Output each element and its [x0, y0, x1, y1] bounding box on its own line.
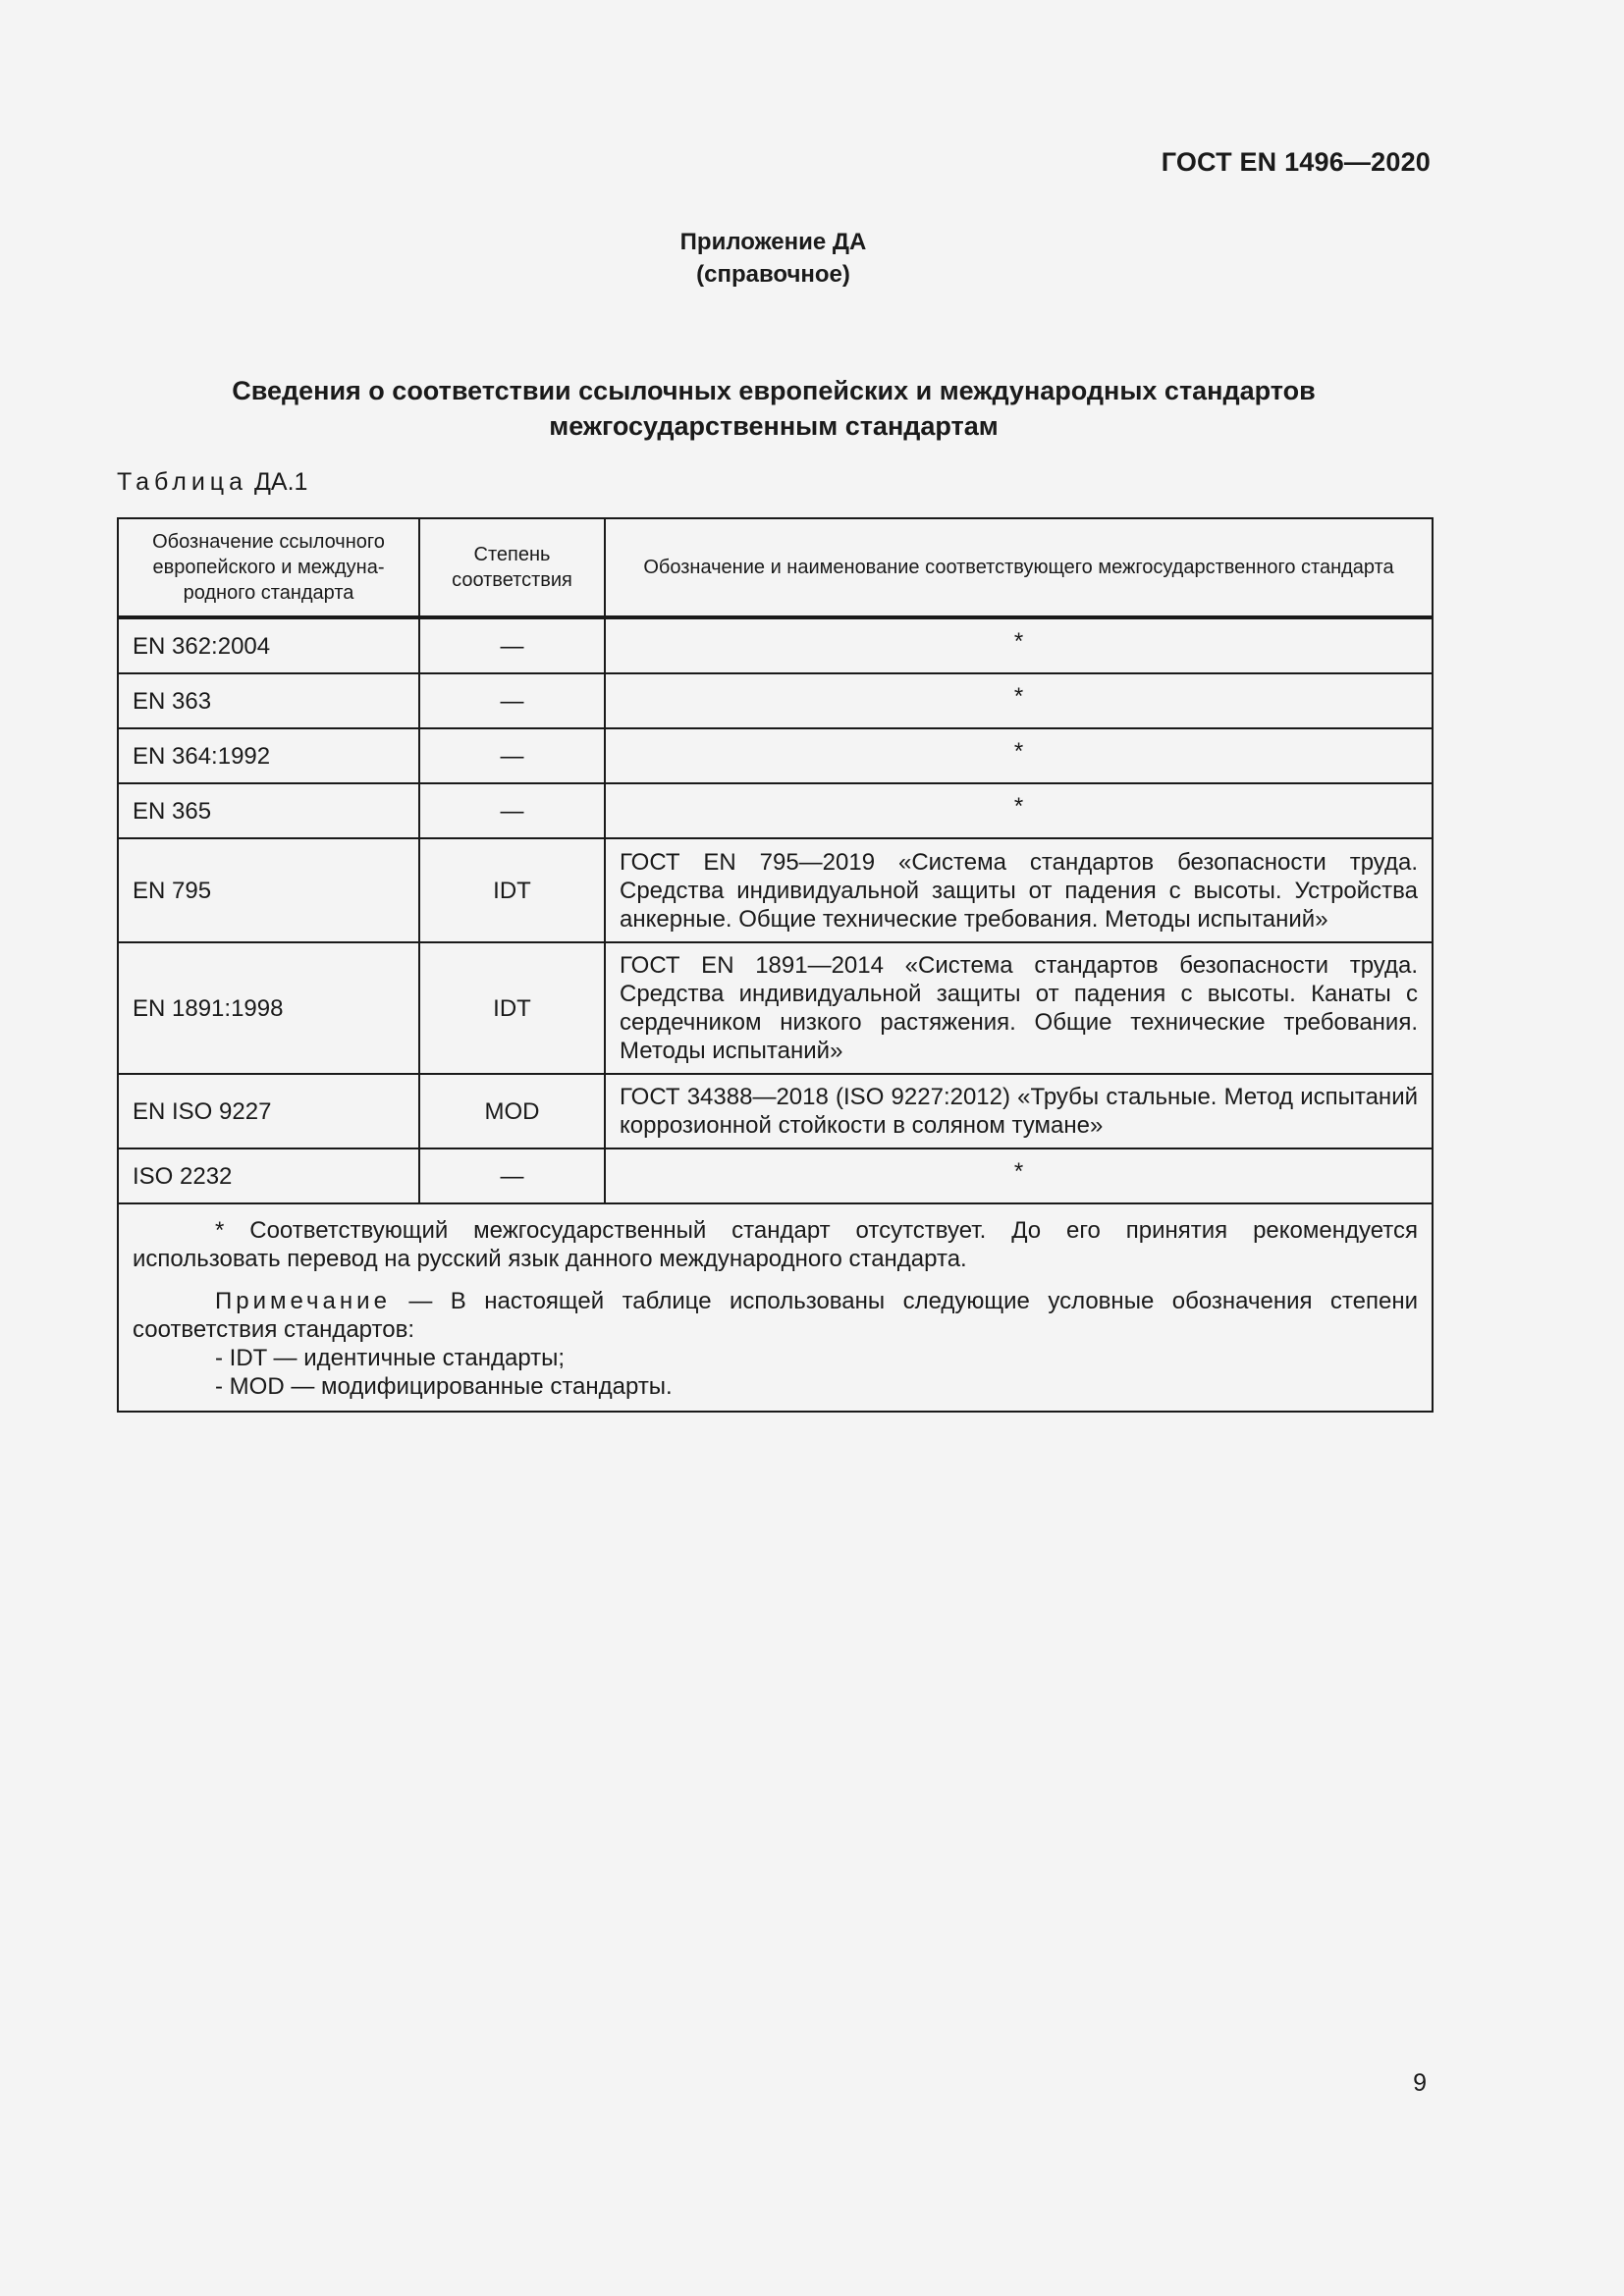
table-row	[118, 1148, 1433, 1203]
header-interstate-standard: Обозначение и наименование соответствующего межгосударственного стандарта	[605, 518, 1433, 617]
cell-name: ГОСТ EN 795—2019 «Система стандартов безопасности труда. Средства индивидуальной защиты от падения с высоты. Устройства анкерные. Общие технические требования. Методы испытаний»	[605, 838, 1433, 942]
cell-standard: EN 363	[118, 673, 419, 728]
section-title	[117, 373, 1431, 444]
cell-name: *	[605, 617, 1433, 673]
section-title-line-1: Сведения о соответствии ссылочных европейских и международных стандартов	[232, 376, 1316, 405]
cell-name: ГОСТ 34388—2018 (ISO 9227:2012) «Трубы стальные. Метод испытаний коррозионной стойкости в соляном тумане»	[605, 1074, 1433, 1148]
section-title-line-2: межгосударственным стандартам	[549, 411, 999, 441]
cell-standard: EN 365	[118, 783, 419, 838]
table-row	[118, 728, 1433, 783]
cell-name: ГОСТ EN 1891—2014 «Система стандартов безопасности труда. Средства индивидуальной защиты от падения с высоты. Канаты с сердечником низкого растяжения. Общие технические требования. Методы испытаний»	[605, 942, 1433, 1074]
table-row	[118, 838, 1433, 942]
cell-name: *	[605, 783, 1433, 838]
cell-standard: EN 364:1992	[118, 728, 419, 783]
cell-standard: EN 362:2004	[118, 617, 419, 673]
table-label-word: Таблица	[117, 468, 248, 496]
cell-degree: —	[419, 783, 605, 838]
table-row	[118, 942, 1433, 1074]
cell-degree: IDT	[419, 942, 605, 1074]
appendix-subtitle: (справочное)	[696, 261, 850, 288]
cell-degree: —	[419, 728, 605, 783]
correspondence-table	[117, 517, 1434, 1413]
table-row	[118, 783, 1433, 838]
cell-degree: —	[419, 673, 605, 728]
cell-degree: MOD	[419, 1074, 605, 1148]
cell-name: *	[605, 728, 1433, 783]
table-label-number: ДА.1	[253, 468, 308, 496]
table-row	[118, 1074, 1433, 1148]
page-number: 9	[1413, 2069, 1427, 2097]
note-list-item: - MOD — модифицированные стандарты.	[215, 1373, 673, 1400]
table-row	[118, 617, 1433, 673]
appendix-title: Приложение ДА	[679, 229, 867, 255]
cell-standard: EN 1891:1998	[118, 942, 419, 1074]
cell-name: *	[605, 1148, 1433, 1203]
table-footnote: * Соответствующий межгосударственный стандарт отсутствует. До его принятия рекомендуется использовать перевод на русский язык данного международного стандарта.	[133, 1217, 1418, 1272]
appendix-heading	[0, 226, 1546, 291]
note-list-item: - IDT — идентичные стандарты;	[215, 1345, 566, 1371]
cell-degree: —	[419, 617, 605, 673]
document-code: ГОСТ EN 1496—2020	[1161, 147, 1431, 177]
table-label	[117, 468, 307, 497]
table-note	[133, 1287, 1418, 1344]
cell-standard: EN ISO 9227	[118, 1074, 419, 1148]
table-notes-row	[118, 1203, 1433, 1412]
cell-degree: IDT	[419, 838, 605, 942]
cell-standard: EN 795	[118, 838, 419, 942]
header-degree: Степень соответствия	[419, 518, 605, 617]
table-header-row	[118, 518, 1433, 617]
table-row	[118, 673, 1433, 728]
cell-name: *	[605, 673, 1433, 728]
header-reference-standard: Обозначение ссылочного европейского и междуна-родного стандарта	[118, 518, 419, 617]
table-notes-cell	[118, 1203, 1433, 1412]
note-text: — В настоящей таблице использованы следующие условные обозначения степени соответствия стандартов:	[133, 1288, 1418, 1343]
note-label: Примечание	[215, 1288, 391, 1314]
cell-degree: —	[419, 1148, 605, 1203]
cell-standard: ISO 2232	[118, 1148, 419, 1203]
